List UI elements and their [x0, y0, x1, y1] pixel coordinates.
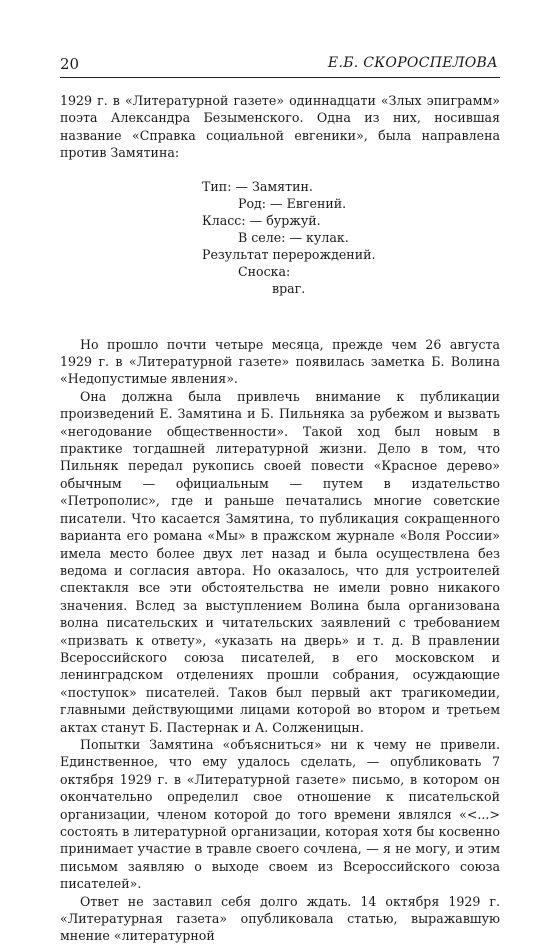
running-title: Е.Б. СКОРОСПЕЛОВА: [327, 55, 498, 71]
epigram-line: Род: — Евгений.: [238, 195, 347, 211]
epigram-line: В селе: — кулак.: [238, 229, 349, 245]
epigram-line: Сноска:: [238, 263, 291, 279]
epigram-line: Тип: — Замятин.: [202, 178, 313, 194]
intro-paragraph: 1929 г. в «Литературной газете» одиннадцати «Злых эпиграмм» поэта Александра Безыменского. Одна из них, носившая название «Справка социальной евгеники», была направлена против Замятина:: [60, 93, 500, 161]
epigram-line: враг.: [272, 280, 306, 296]
paragraph: Ответ не заставил себя долго ждать. 14 октября 1929 г. «Литературная газета» опубликовала статью, выражавшую мнение «литературной: [60, 893, 500, 944]
epigram-line: Класс: — буржуй.: [202, 212, 321, 228]
page-header: [60, 55, 500, 78]
paragraph: Но прошло почти четыре месяца, прежде чем 26 августа 1929 г. в «Литературной газете» появилась заметка Б. Волина «Недопустимые явления».: [60, 336, 500, 387]
page-number: 20: [60, 55, 80, 73]
epigram-line: Результат перерождений.: [202, 246, 376, 262]
paragraph: Она должна была привлечь внимание к публикации произведений Е. Замятина и Б. Пильняка за рубежом и вызвать «негодование общественности». Такой ход был новым в практике тогдашней литературной жизни. Дело в том, что Пильняк передал рукопись своей повести «Красное дерево» обычным — официальным — путем в издательство «Петрополис», где и раньше печатались многие советские писатели. Что касается Замятина, то публикация сокращенного варианта его романа «Мы» в пражском журнале «Воля России» имела место более двух лет назад и была осуществлена без ведома и согласия автора. Но оказалось, что для устроителей спектакля все эти обстоятельства не имели ровно никакого значения. Вслед за выступлением Волина была организована волна писательских и читательских заявлений с требованием «призвать к ответу», «указать на дверь» и т. д. В правлении Всероссийского союза писателей, в его московском и ленинградском отделениях прошли собрания, осуждающие «поступок» писателей. Таков был первый акт трагикомедии, главными действующими лицами которой во втором и третьем актах станут Б. Пастернак и А. Солженицын.: [60, 388, 500, 735]
page-body: [60, 92, 500, 945]
epigram: [60, 178, 500, 308]
paragraph: Попытки Замятина «объясниться» ни к чему не привели. Единственное, что ему удалось сделать, — опубликовать 7 октября 1929 г. в «Литературной газете» письмо, в котором он окончательно определил свое отношение к писательской организации, членом которой до того времени являлся «<...> состоять в литературной организации, которая хотя бы косвенно принимает участие в травле своего сочлена, — я не могу, и этим письмом заявляю о выходе своем из Всероссийского союза писателей».: [60, 736, 500, 892]
